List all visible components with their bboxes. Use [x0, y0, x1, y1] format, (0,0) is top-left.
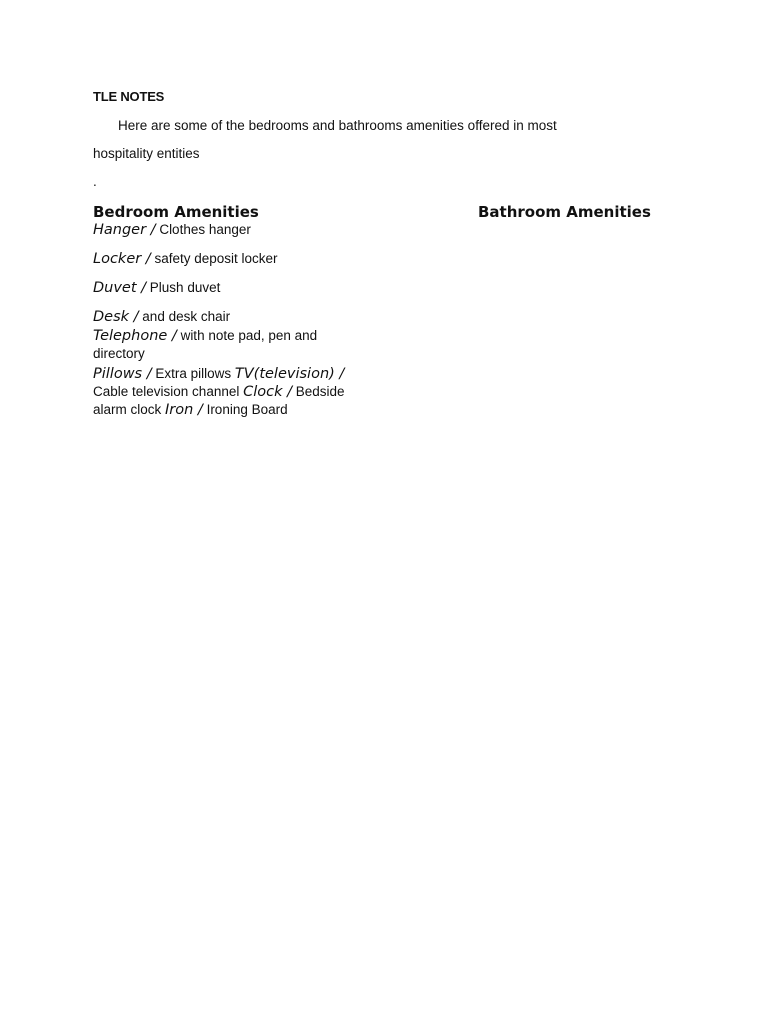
bathroom-amenities-heading: Bathroom Amenities [478, 203, 651, 221]
amenity-desc-clock: Bedside alarm clock [93, 384, 345, 417]
amenity-duvet [93, 279, 220, 297]
amenity-term: Hanger / [93, 222, 156, 238]
amenity-desc: with note pad, pen and directory [93, 328, 318, 361]
amenity-term-tv: TV(television) / [234, 366, 345, 382]
amenity-locker [93, 250, 278, 268]
amenity-term-clock: Clock / [243, 384, 292, 400]
page-title: TLE NOTES [93, 89, 165, 104]
amenity-telephone [93, 327, 368, 363]
intro-line-2: hospitality entities [93, 146, 200, 161]
bedroom-amenities-heading: Bedroom Amenities [93, 203, 259, 221]
amenity-term-iron: Iron / [165, 402, 203, 418]
amenity-desc-pillows: Extra pillows [151, 366, 235, 381]
amenity-desc: Plush duvet [146, 280, 221, 295]
amenity-term: Duvet / [93, 280, 147, 296]
intro-line-1: Here are some of the bedrooms and bathrooms amenities offered in most [118, 118, 557, 133]
amenity-term: Locker / [93, 251, 151, 267]
amenity-desk [93, 308, 230, 326]
amenity-desc: safety deposit locker [150, 251, 278, 266]
amenity-desc: and desk chair [138, 309, 231, 324]
amenity-term: Desk / [93, 309, 139, 325]
period-mark: . [93, 174, 97, 189]
amenity-term: Telephone / [93, 328, 177, 344]
amenity-hanger [93, 221, 251, 239]
amenity-desc-tv: Cable television channel [93, 384, 244, 399]
amenity-term-pillows: Pillows / [93, 366, 152, 382]
amenity-desc-iron: Ironing Board [202, 402, 288, 417]
amenity-run-on-paragraph [93, 365, 368, 419]
amenity-desc: Clothes hanger [155, 222, 251, 237]
